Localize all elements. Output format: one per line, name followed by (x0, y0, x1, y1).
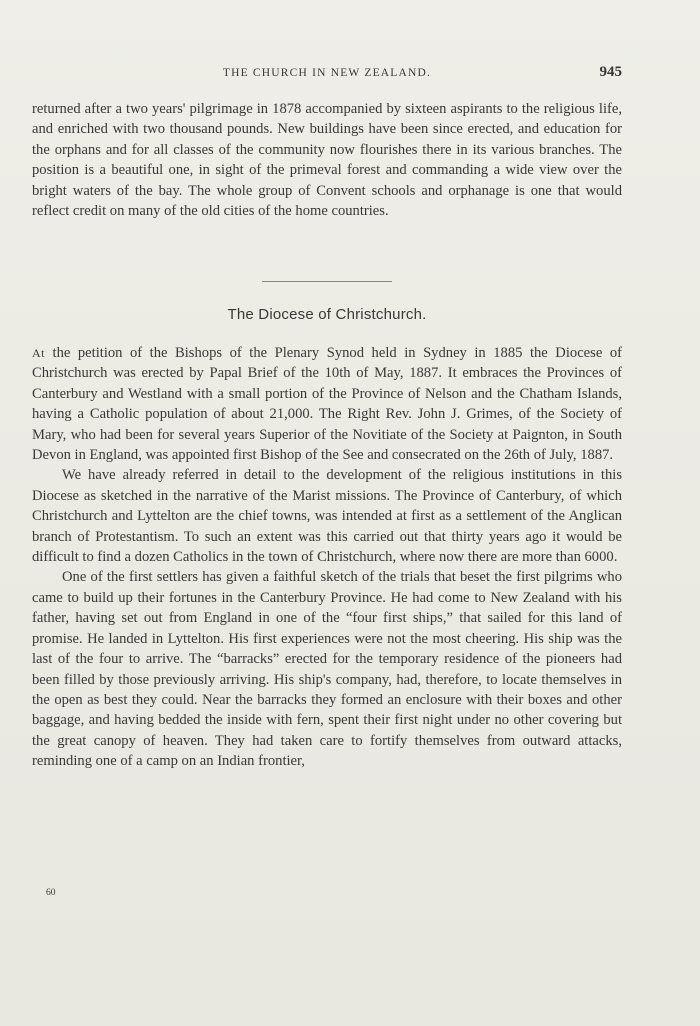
section-body (32, 343, 622, 772)
running-head (32, 64, 622, 84)
drop-word: At (32, 346, 45, 360)
signature-mark: 60 (46, 888, 56, 898)
section-paragraph-3: One of the first settlers has given a faithful sketch of the trials that beset the first pilgrims who came to build up their fortunes in the Canterbury Province. He had come to New Zealand with his father, having set out from England in one of the “four first ships,” that sailed for this land of promise. He landed in Lyttelton. His first experiences were not the most cheering. His ship was the last of the four to arrive. The “barracks” erected for the temporary residence of the pioneers had been filled by those previously arriving. His ship's company, had, therefore, to locate themselves in the open as best they could. Near the barracks they formed an enclosure with their boxes and other baggage, and having bedded the inside with fern, spent their first night under no other covering but the great canopy of heaven. They had taken care to fortify themselves from outward attacks, reminding one of a camp on an Indian frontier, (32, 569, 622, 770)
section-title: The Diocese of Christchurch. (227, 306, 427, 323)
section-paragraph-1-text: the petition of the Bishops of the Plenary Synod held in Sydney in 1885 the Diocese of Christchurch was erected by Papal Brief of the 10th of May, 1887. It embraces the Provinces of Canterbury and Westland with a small portion of the Province of Nelson and the Chatham Islands, having a Catholic population of about 21,000. The Right Rev. John J. Grimes, of the Society of Mary, who had been for several years Superior of the Novitiate of the Society at Paignton, in South Devon in England, was appointed first Bishop of the See and consecrated on the 26th of July, 1887. (32, 345, 622, 464)
section-paragraph-1 (32, 343, 622, 465)
section-paragraph-2: We have already referred in detail to the development of the religious institutions in this Diocese as sketched in the narrative of the Marist missions. The Province of Canterbury, of which Christchurch and Lyttelton are the chief towns, was intended at first as a settlement of the Anglican branch of Protestantism. To such an extent was this carried out that thirty years ago it would be difficult to find a dozen Catholics in the town of Christchurch, where now there are more than 6000. (32, 467, 622, 566)
section-divider (262, 281, 392, 282)
opening-paragraph: returned after a two years' pilgrimage in 1878 accompanied by sixteen aspirants to the religious life, and enriched with two thousand pounds. New buildings have been since erected, and education for the orphans and for all classes of the community now flourishes there in its various branches. The position is a beautiful one, in sight of the primeval forest and commanding a wide view over the bright waters of the bay. The whole group of Convent schools and orphanage is one that would reflect credit on many of the old cities of the home countries. (32, 101, 622, 220)
running-title: THE CHURCH IN NEW ZEALAND. (222, 67, 432, 79)
opening-paragraph-block (32, 99, 622, 221)
page-number: 945 (599, 64, 622, 80)
